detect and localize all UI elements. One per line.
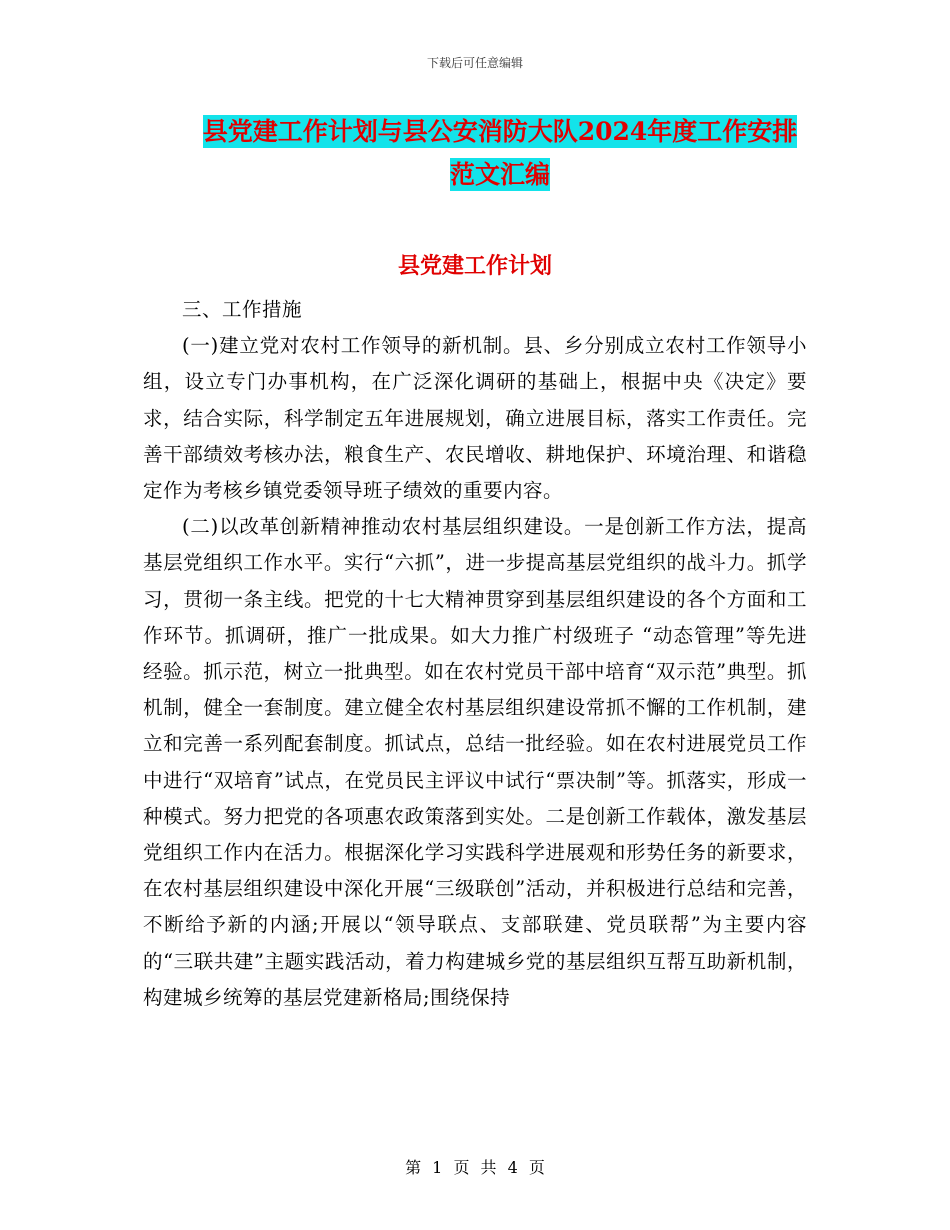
page-footer: 第 1 页 共 4 页 (405, 1158, 545, 1177)
paragraph: (二)以改革创新精神推动农村基层组织建设。一是创新工作方法，提高基层党组织工作水平。实行“六抓”，进一步提高基层党组织的战斗力。抓学习，贯彻一条主线。把党的十七大精神贯穿到基层组织建设的各个方面和工作环节。抓调研，推广一批成果。如大力推广村级班子 “动态管理”等先进经验。抓示范，树立一批典型。如在农村党员干部中培育“双示范”典型。抓机制，健全一套制度。建立健全农村基层组织建设常抓不懈的工作机制，建立和完善一系列配套制度。抓试点，总结一批经验。如在农村进展党员工作中进行“双培育”试点，在党员民主评议中试行“票决制”等。抓落实，形成一种模式。努力把党的各项惠农政策落到实处。二是创新工作载体，激发基层党组织工作内在活力。根据深化学习实践科学进展观和形势任务的新要求，在农村基层组织建设中深化开展“三级联创”活动，并积极进行总结和完善，不断给予新的内涵;开展以“领导联点、支部联建、党员联帮”为主要内容的“三联共建”主题实践活动，着力构建城乡党的基层组织互帮互助新机制，构建城乡统筹的基层党建新格局;围绕保持 (143, 515, 807, 1009)
document-title-line1: 县党建工作计划与县公安消防大队2024年度工作安排 (202, 117, 798, 146)
paragraph: (一)建立党对农村工作领导的新机制。县、乡分别成立农村工作领导小组，设立专门办事机构，在广泛深化调研的基础上，根据中央《决定》要求，结合实际，科学制定五年进展规划，确立进展目标，落实工作责任。完善干部绩效考核办法，粮食生产、农民增收、耕地保护、环境治理、和谐稳定作为考核乡镇党委领导班子绩效的重要内容。 (143, 334, 807, 503)
section-title: 县党建工作计划 (397, 253, 552, 279)
document-body (143, 292, 807, 1016)
document-title-line2: 范文汇编 (449, 160, 550, 189)
paragraph-heading: 三、工作措施 (182, 298, 303, 321)
document-title (175, 110, 825, 196)
header-note: 下载后可任意编辑 (426, 56, 523, 70)
